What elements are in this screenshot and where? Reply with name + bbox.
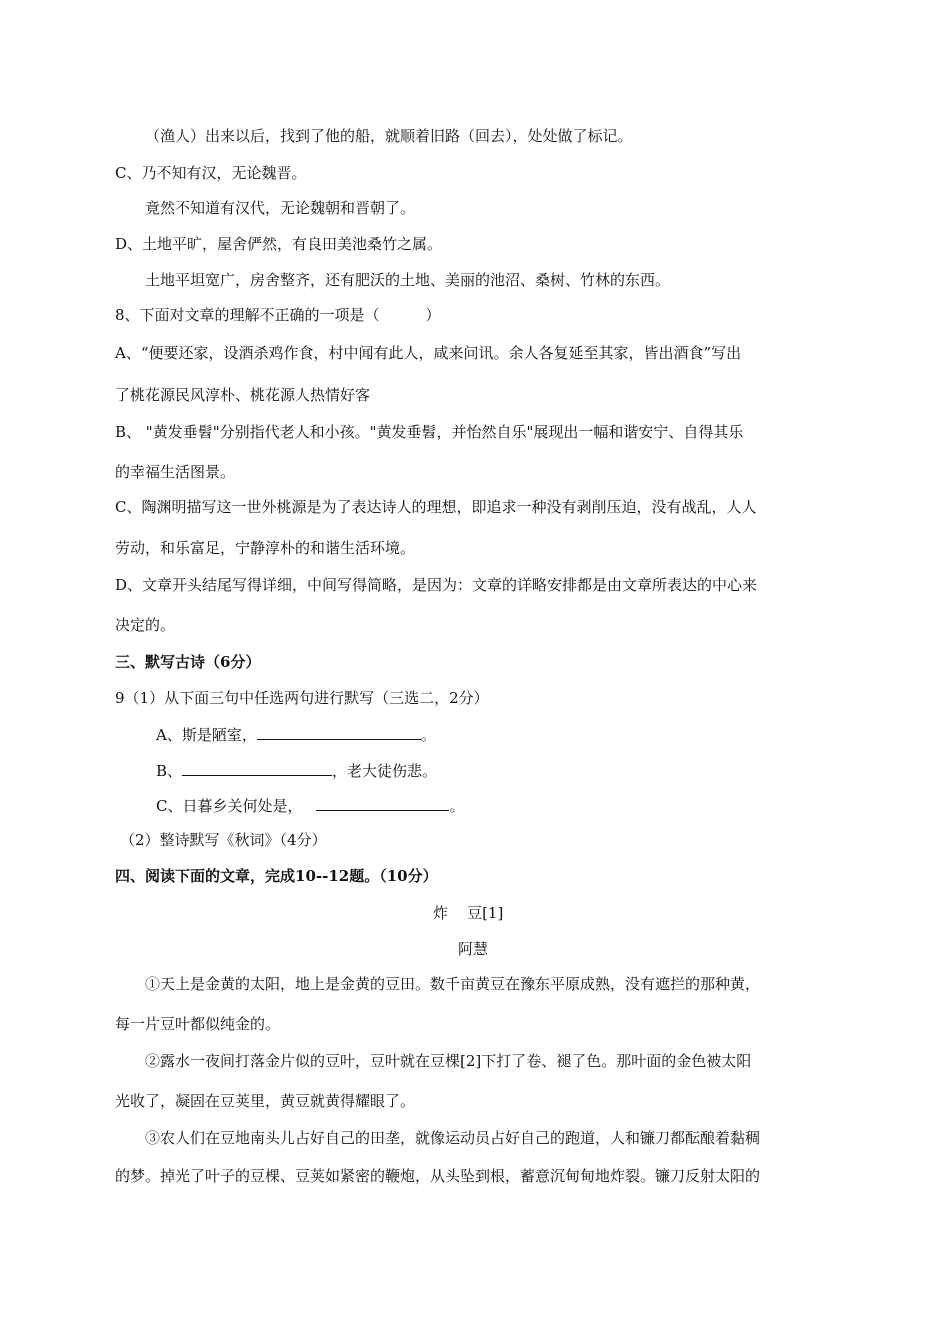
q7-d-original: D、土地平旷，屋舍俨然，有良田美池桑竹之属。	[115, 235, 443, 253]
q8-option-b-line2: 的幸福生活图景。	[115, 463, 236, 481]
q9-part1: 9（1）从下面三句中任选两句进行默写（三选二，2分）	[115, 689, 489, 707]
q9-c-prefix: C、日暮乡关何处是，	[156, 797, 303, 815]
q8-option-a-line2: 了桃花源民风淳朴、桃花源人热情好客	[115, 386, 371, 404]
paragraph-2-line2: 光收了，凝固在豆荚里，黄豆就黄得耀眼了。	[115, 1092, 416, 1110]
q9-b-prefix: B、	[156, 762, 183, 780]
q9-a-prefix: A、斯是陋室，	[156, 726, 257, 744]
section4-heading: 四、阅读下面的文章，完成10--12题。（10分）	[115, 867, 438, 885]
paragraph-2-line1: ②露水一夜间打落金片似的豆叶，豆叶就在豆棵[2]下打了卷、褪了色。那叶面的金色被太阳	[145, 1052, 752, 1070]
q9-c-suffix: 。	[449, 797, 465, 815]
paragraph-1-line1: ①天上是金黄的太阳，地上是金黄的豆田。数千亩黄豆在豫东平原成熟，没有遮拦的那种黄，	[145, 975, 761, 993]
q8-option-a-line1: A、“便要还家，设酒杀鸡作食，村中闻有此人，咸来问讯。余人各复延至其家，皆出酒食”写出	[115, 344, 742, 362]
q9-item-c	[156, 794, 465, 816]
q9-c-blank[interactable]	[316, 794, 449, 811]
q8-option-c-line2: 劳动，和乐富足，宁静淳朴的和谐生活环境。	[115, 539, 416, 557]
q8-stem-suffix: ）	[425, 306, 441, 324]
q9-a-suffix: 。	[420, 726, 436, 744]
q7-c-translation: 竟然不知道有汉代，无论魏朝和晋朝了。	[145, 199, 416, 217]
q9-a-blank[interactable]	[257, 723, 421, 740]
q9-item-a	[156, 723, 436, 745]
q8-stem-prefix: 8、下面对文章的理解不正确的一项是（	[115, 306, 380, 324]
q8-option-c-line1: C、陶渊明描写这一世外桃源是为了表达诗人的理想，即追求一种没有剥削压迫，没有战乱，人人	[115, 498, 757, 516]
paragraph-3-line2: 的梦。掉光了叶子的豆棵、豆荚如紧密的鞭炮，从头坠到根，蓄意沉甸甸地炸裂。镰刀反射太阳的	[115, 1167, 761, 1185]
article-title: 炸 豆[1]	[433, 904, 504, 922]
q7-b-translation: （渔人）出来以后，找到了他的船，就顺着旧路（回去），处处做了标记。	[145, 127, 633, 145]
q9-part2: （2）整诗默写《秋词》（4分）	[120, 831, 327, 849]
paragraph-3-line1: ③农人们在豆地南头儿占好自己的田垄，就像运动员占好自己的跑道，人和镰刀都酝酿着黏稠	[145, 1129, 761, 1147]
q8-stem	[115, 305, 441, 325]
q8-option-d-line1: D、文章开头结尾写得详细，中间写得简略，是因为：文章的详略安排都是由文章所表达的中心来	[115, 576, 758, 594]
q9-item-b	[156, 759, 437, 781]
q9-b-blank[interactable]	[182, 759, 332, 776]
q8-option-d-line2: 决定的。	[115, 616, 176, 634]
q8-option-b-line1: B、 "黄发垂髫"分别指代老人和小孩。"黄发垂髫，并怡然自乐"展现出一幅和谐安宁、自得其乐	[115, 423, 744, 441]
q7-c-original: C、乃不知有汉，无论魏晋。	[115, 164, 307, 182]
section3-heading: 三、默写古诗（6分）	[115, 653, 261, 671]
q9-b-suffix: ，老大徒伤悲。	[332, 762, 438, 780]
article-author: 阿慧	[458, 940, 489, 958]
paragraph-1-line2: 每一片豆叶都似纯金的。	[115, 1015, 281, 1033]
q7-d-translation: 土地平坦宽广，房舍整齐，还有肥沃的土地、美丽的池沼、桑树、竹林的东西。	[145, 271, 671, 289]
